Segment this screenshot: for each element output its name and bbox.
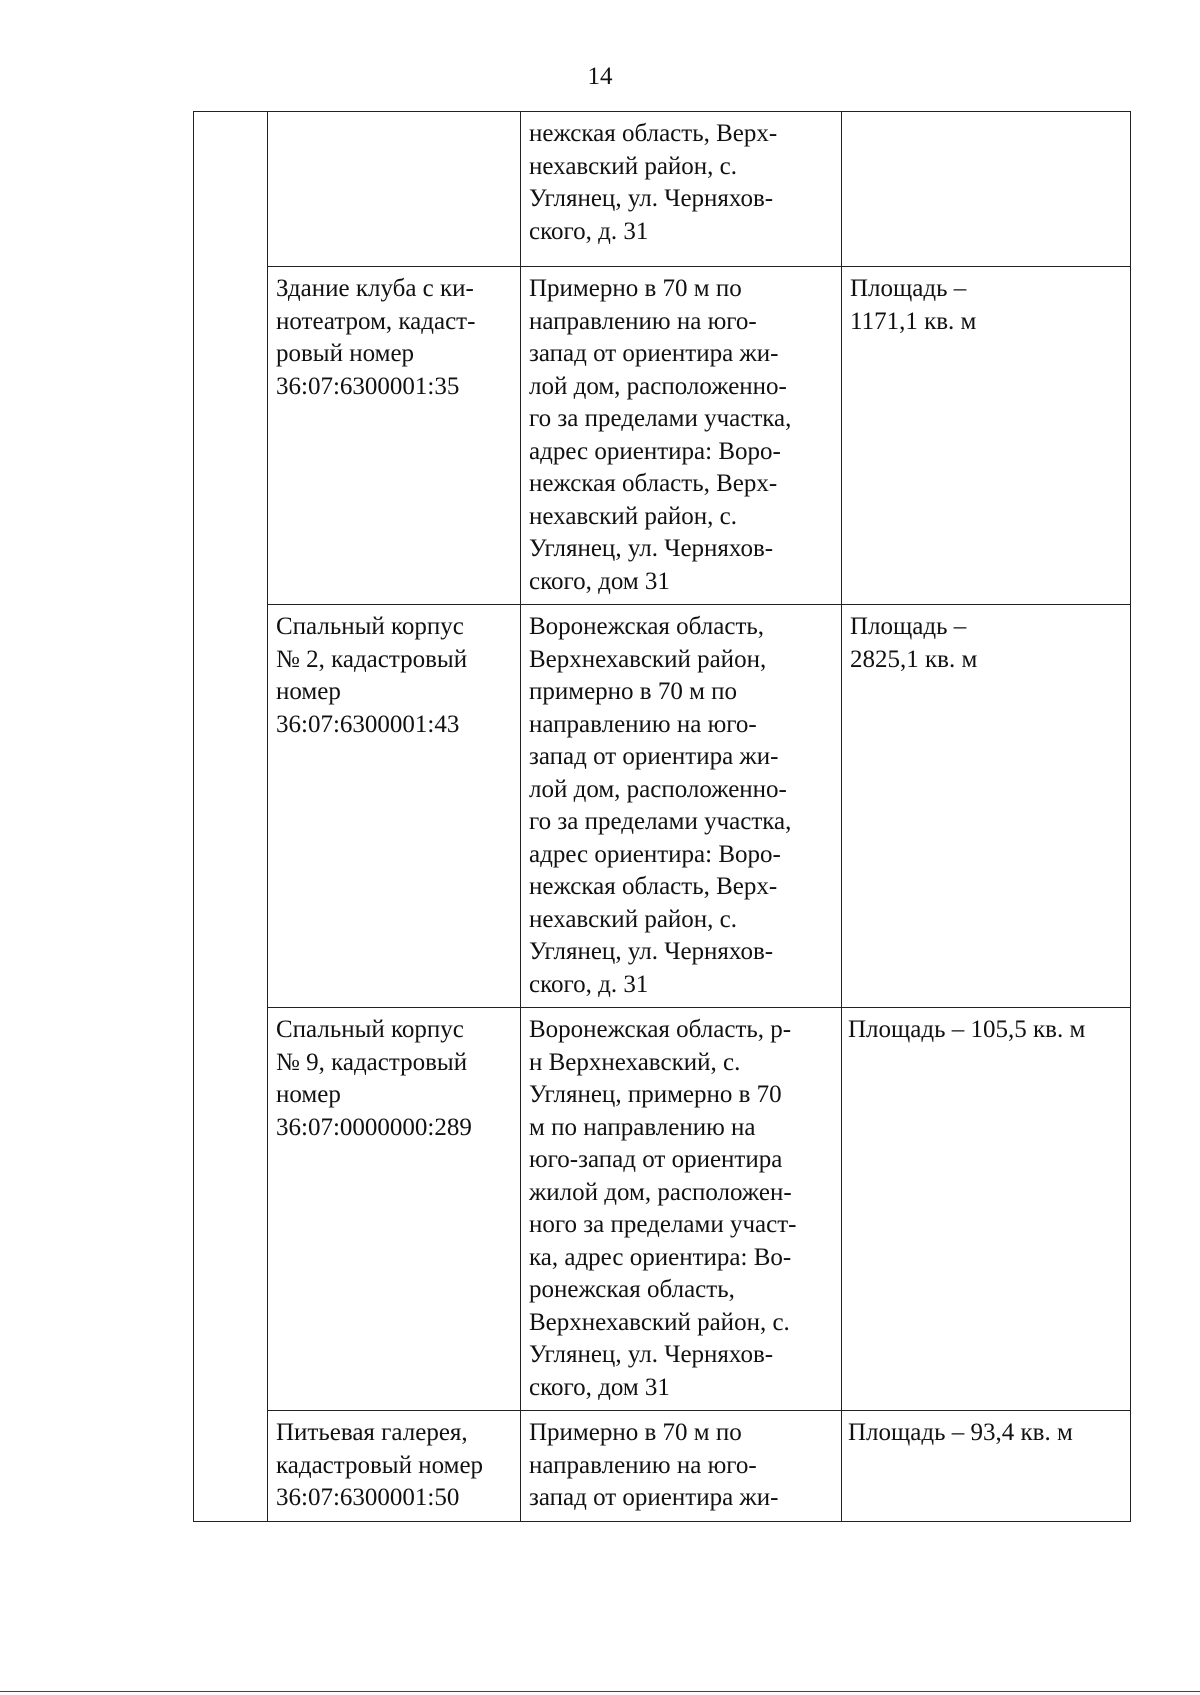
table-row bbox=[194, 1008, 1131, 1411]
object-address-cell: Воронежская область, р- н Верхнехавский, с. Углянец, примерно в 70 м по направлению на юго-запад от ориентира жилой дом, расположен- ного за пределами участ- ка, адрес ориентира: Во- ронежская область, Верхнехавский район, с. Углянец, ул. Черняхов- ского, дом 31 bbox=[521, 1008, 842, 1411]
table-row bbox=[194, 267, 1131, 605]
property-table bbox=[193, 111, 1131, 1522]
object-name-cell: Спальный корпус № 2, кадастровый номер 36:07:6300001:43 bbox=[268, 605, 521, 1008]
object-area-cell: Площадь – 1171,1 кв. м bbox=[842, 267, 1131, 605]
object-name-cell: Здание клуба с ки- нотеатром, кадаст- ровый номер 36:07:6300001:35 bbox=[268, 267, 521, 605]
object-area-cell bbox=[842, 112, 1131, 267]
object-name-cell: Питьевая галерея, кадастровый номер 36:07:6300001:50 bbox=[268, 1411, 521, 1522]
object-name-cell bbox=[268, 112, 521, 267]
object-address-cell: Примерно в 70 м по направлению на юго- запад от ориентира жи- лой дом, расположенно- го за пределами участка, адрес ориентира: Воро- нежская область, Верх- нехавский район, с. Углянец, ул. Черняхов- ского, дом 31 bbox=[521, 267, 842, 605]
object-area-cell: Площадь – 2825,1 кв. м bbox=[842, 605, 1131, 1008]
object-address-cell: Примерно в 70 м по направлению на юго- запад от ориентира жи- bbox=[521, 1411, 842, 1522]
object-area-cell: Площадь – 93,4 кв. м bbox=[842, 1411, 1131, 1522]
page-number: 14 bbox=[587, 63, 613, 90]
object-address-cell: нежская область, Верх- нехавский район, с. Углянец, ул. Черняхов- ского, д. 31 bbox=[521, 112, 842, 267]
footer-divider bbox=[0, 1691, 1200, 1692]
object-address-cell: Воронежская область, Верхнехавский район, примерно в 70 м по направлению на юго- запад от ориентира жи- лой дом, расположенно- го за пределами участка, адрес ориентира: Воро- нежская область, Верх- нехавский район, с. Углянец, ул. Черняхов- ского, д. 31 bbox=[521, 605, 842, 1008]
object-area-cell: Площадь – 105,5 кв. м bbox=[842, 1008, 1131, 1411]
table-row bbox=[194, 605, 1131, 1008]
table-row bbox=[194, 1411, 1131, 1522]
object-name-cell: Спальный корпус № 9, кадастровый номер 36:07:0000000:289 bbox=[268, 1008, 521, 1411]
table-row bbox=[194, 112, 1131, 267]
row-number-cell bbox=[194, 112, 268, 1522]
